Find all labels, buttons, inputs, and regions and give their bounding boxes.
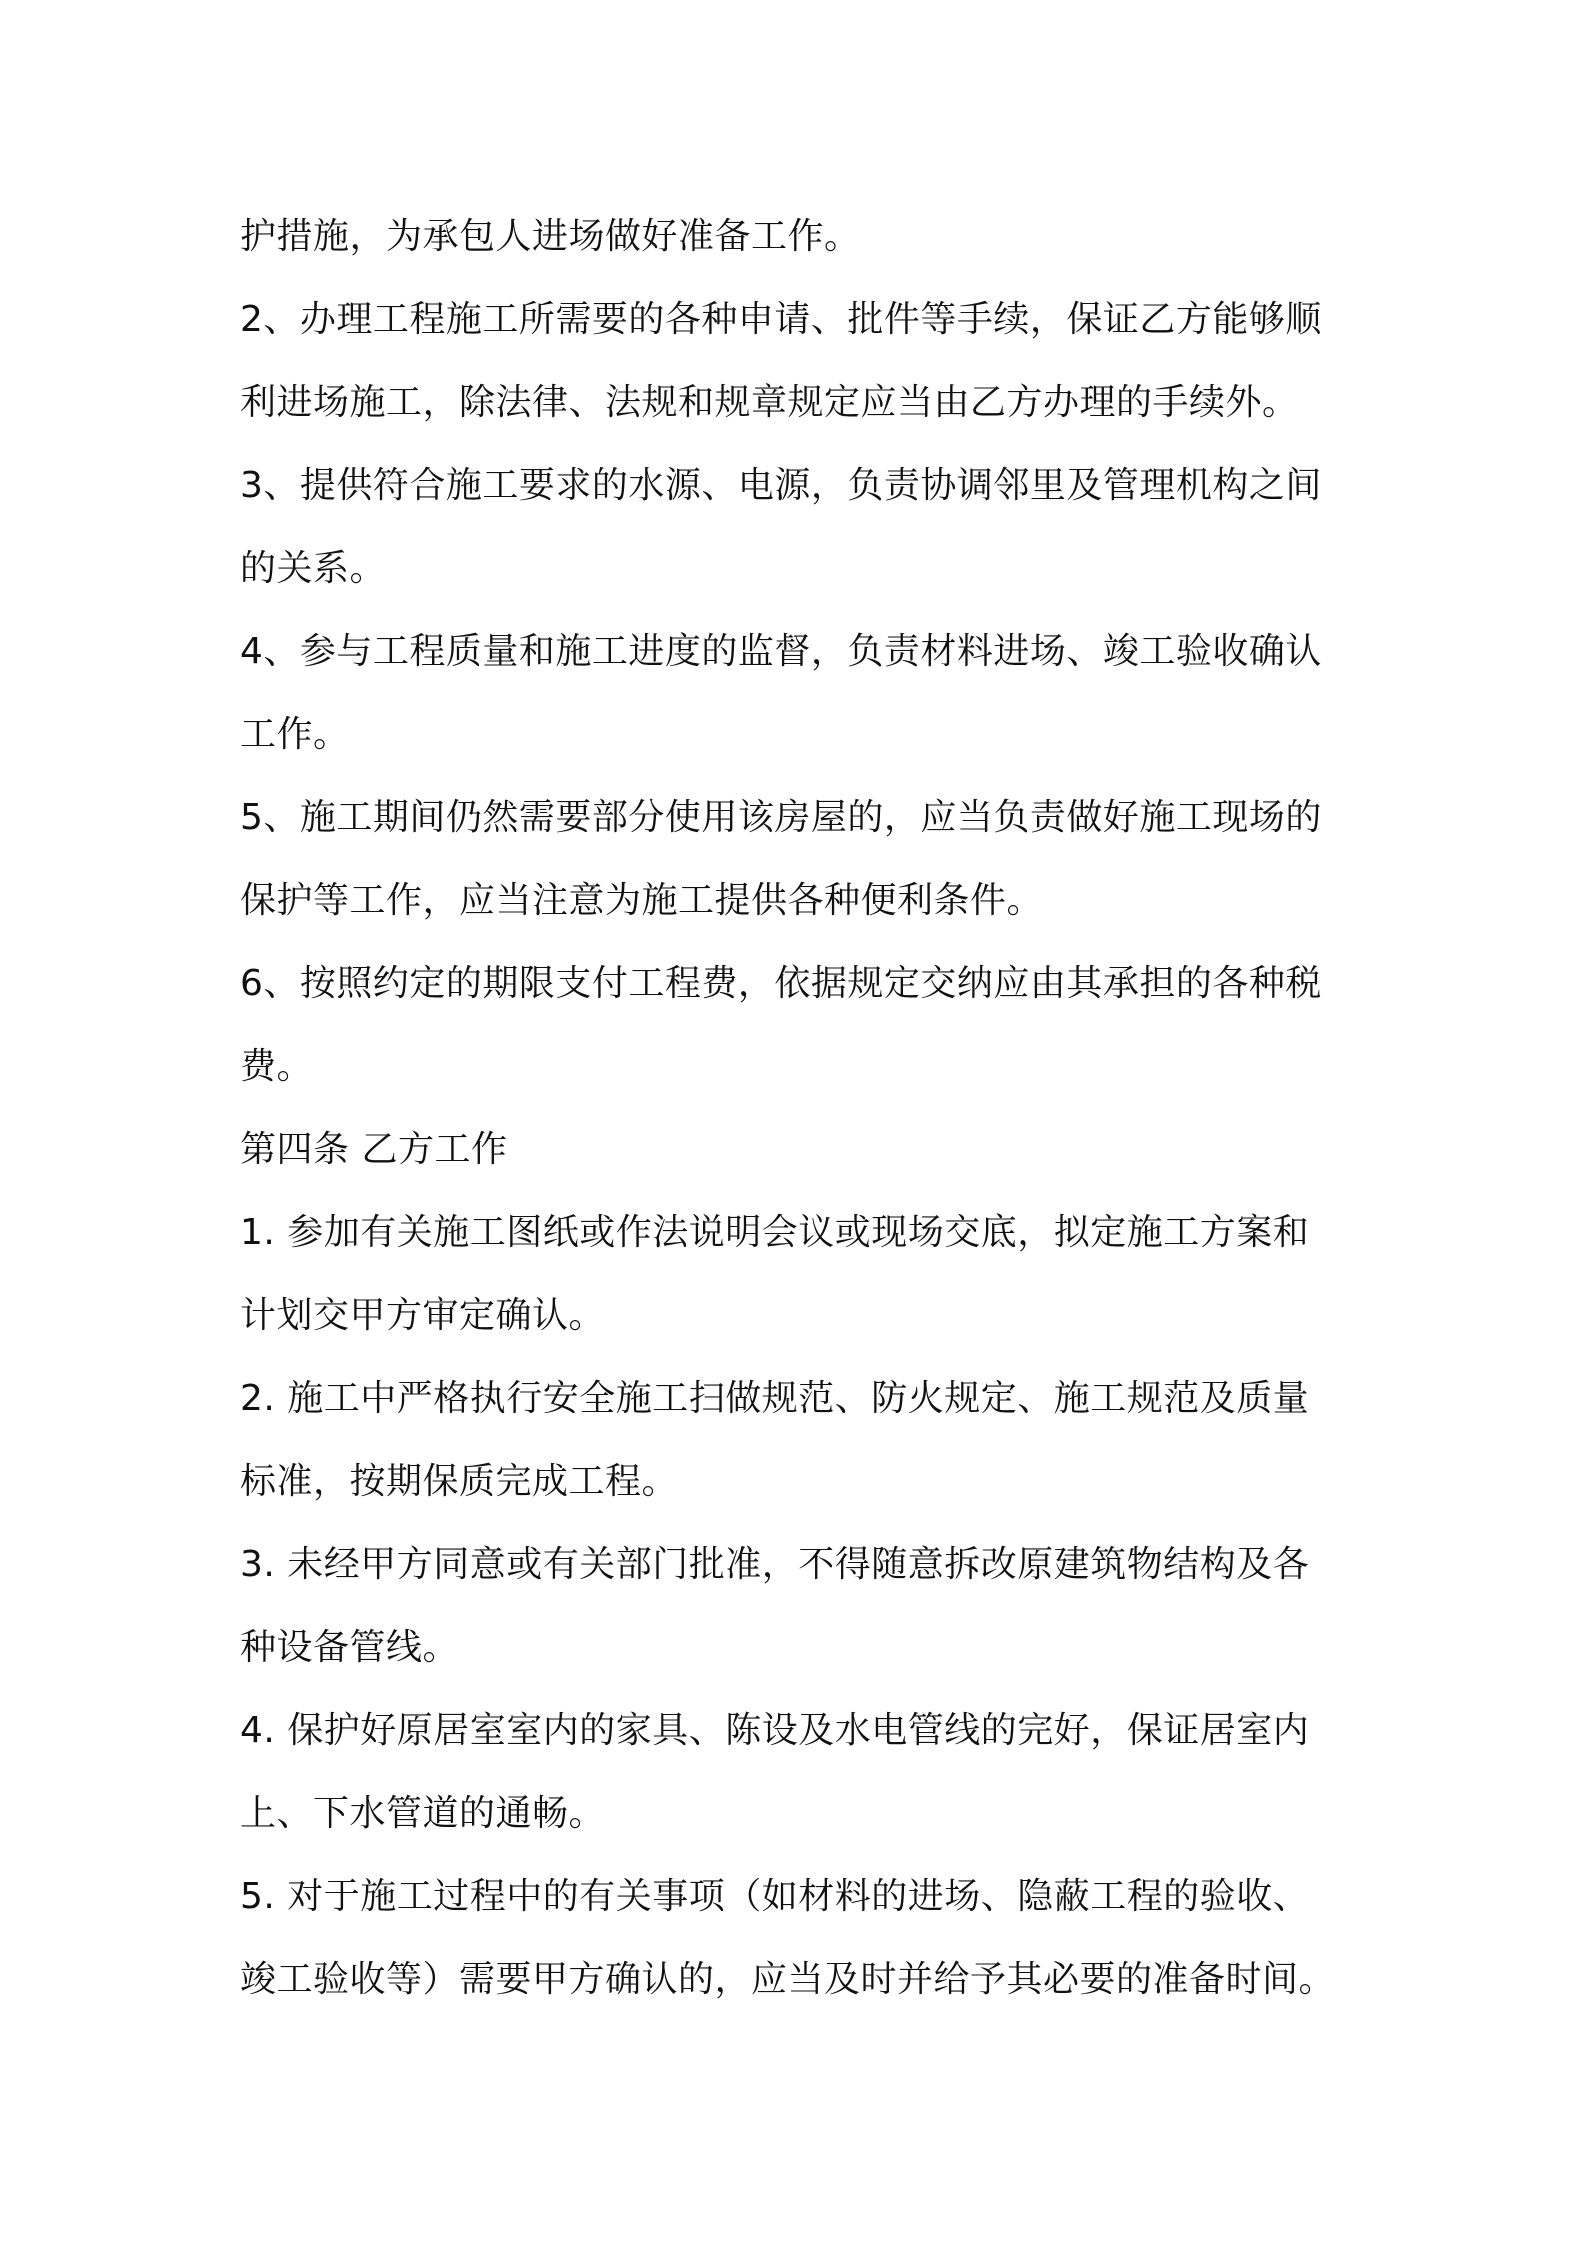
text-line: 工作。	[240, 714, 350, 755]
text-line: 保护等工作，应当注意为施工提供各种便利条件。	[240, 880, 1044, 921]
text-line: 标准，按期保质完成工程。	[240, 1461, 679, 1502]
text-line: 的关系。	[240, 548, 387, 589]
document-body	[240, 195, 1355, 2021]
text-line: 5. 对于施工过程中的有关事项（如材料的进场、隐蔽工程的验收、	[240, 1876, 1310, 1917]
section-heading: 第四条 乙方工作	[240, 1129, 508, 1170]
text-line: 竣工验收等）需要甲方确认的，应当及时并给予其必要的准备时间。	[240, 1959, 1336, 2000]
text-line: 上、下水管道的通畅。	[240, 1793, 606, 1834]
text-line: 费。	[240, 1046, 314, 1087]
text-line: 1. 参加有关施工图纸或作法说明会议或现场交底，拟定施工方案和	[240, 1212, 1310, 1253]
text-line: 5、施工期间仍然需要部分使用该房屋的，应当负责做好施工现场的	[240, 797, 1322, 838]
text-line: 3. 未经甲方同意或有关部门批准，不得随意拆改原建筑物结构及各	[240, 1544, 1310, 1585]
text-line: 计划交甲方审定确认。	[240, 1295, 606, 1336]
text-line: 利进场施工，除法律、法规和规章规定应当由乙方办理的手续外。	[240, 382, 1299, 423]
text-line: 4、参与工程质量和施工进度的监督，负责材料进场、竣工验收确认	[240, 631, 1322, 672]
text-line: 2、办理工程施工所需要的各种申请、批件等手续，保证乙方能够顺	[240, 299, 1322, 340]
text-line: 4. 保护好原居室室内的家具、陈设及水电管线的完好，保证居室内	[240, 1710, 1310, 1751]
text-line: 6、按照约定的期限支付工程费，依据规定交纳应由其承担的各种税	[240, 963, 1322, 1004]
text-line: 2. 施工中严格执行安全施工扫做规范、防火规定、施工规范及质量	[240, 1378, 1310, 1419]
text-line: 3、提供符合施工要求的水源、电源，负责协调邻里及管理机构之间	[240, 465, 1322, 506]
text-line: 护措施，为承包人进场做好准备工作。	[240, 216, 861, 257]
text-line: 种设备管线。	[240, 1627, 460, 1668]
